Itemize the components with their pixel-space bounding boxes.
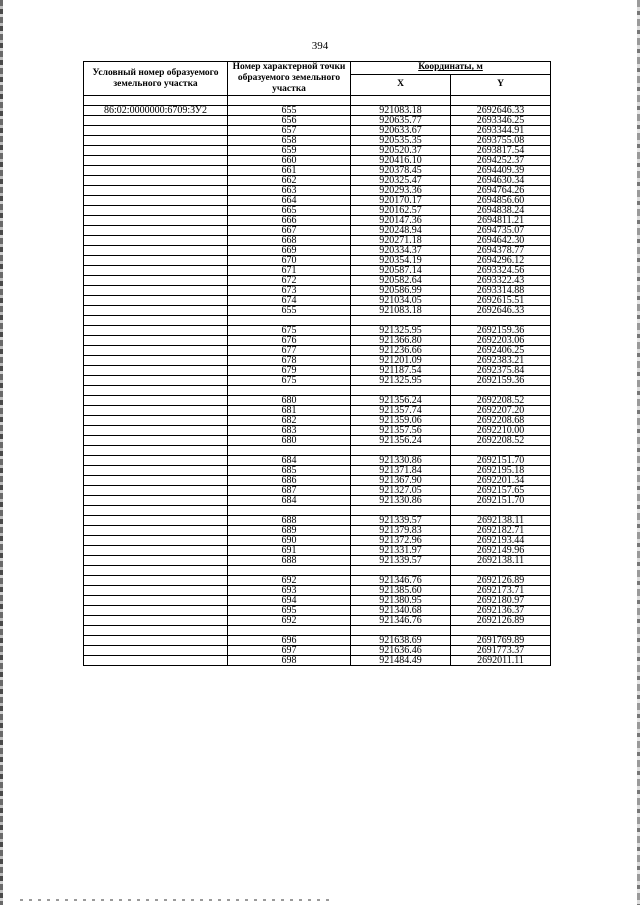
empty-cell — [84, 596, 228, 606]
table-row — [84, 556, 551, 566]
empty-cell — [84, 376, 228, 386]
empty-cell — [84, 536, 228, 546]
point-number: 678 — [228, 356, 351, 366]
coordinate-y: 2693817.54 — [451, 146, 551, 156]
coordinate-y: 2692126.89 — [451, 576, 551, 586]
empty-cell — [84, 346, 228, 356]
coordinate-x: 921346.76 — [351, 616, 451, 626]
table-row — [84, 266, 551, 276]
coordinate-x: 920354.19 — [351, 256, 451, 266]
coordinate-y: 2692207.20 — [451, 406, 551, 416]
empty-cell — [84, 96, 228, 106]
table-row — [84, 436, 551, 446]
coordinate-x: 920586.99 — [351, 286, 451, 296]
coordinate-x: 921083.18 — [351, 106, 451, 116]
table-row — [84, 226, 551, 236]
empty-cell — [84, 586, 228, 596]
separator-row — [84, 566, 551, 576]
point-number: 691 — [228, 546, 351, 556]
empty-cell — [84, 636, 228, 646]
point-number: 679 — [228, 366, 351, 376]
empty-cell — [84, 246, 228, 256]
coordinate-x: 920633.67 — [351, 126, 451, 136]
empty-cell — [84, 456, 228, 466]
empty-cell — [84, 476, 228, 486]
separator-row — [84, 96, 551, 106]
coordinate-y: 2692182.71 — [451, 526, 551, 536]
page-number: 394 — [311, 40, 329, 52]
point-number: 668 — [228, 236, 351, 246]
point-number: 666 — [228, 216, 351, 226]
empty-cell — [84, 286, 228, 296]
empty-cell — [351, 386, 451, 396]
point-number: 657 — [228, 126, 351, 136]
table-row — [84, 396, 551, 406]
empty-cell — [351, 446, 451, 456]
table-row — [84, 536, 551, 546]
table-row — [84, 186, 551, 196]
empty-cell — [451, 626, 551, 636]
table-row — [84, 246, 551, 256]
coordinates-table — [83, 61, 551, 666]
table-row — [84, 336, 551, 346]
empty-cell — [84, 366, 228, 376]
empty-cell — [228, 386, 351, 396]
point-number: 675 — [228, 326, 351, 336]
table-row — [84, 376, 551, 386]
coordinate-x: 921034.05 — [351, 296, 451, 306]
coordinate-x: 921340.68 — [351, 606, 451, 616]
point-number: 671 — [228, 266, 351, 276]
coordinate-y: 2694378.77 — [451, 246, 551, 256]
table-row — [84, 486, 551, 496]
coordinate-x: 920162.57 — [351, 206, 451, 216]
empty-cell — [451, 386, 551, 396]
point-number: 669 — [228, 246, 351, 256]
coordinate-y: 2694735.07 — [451, 226, 551, 236]
point-number: 688 — [228, 516, 351, 526]
table-row — [84, 406, 551, 416]
coordinate-x: 921367.90 — [351, 476, 451, 486]
point-number: 675 — [228, 376, 351, 386]
table-row — [84, 306, 551, 316]
coordinate-x: 921187.54 — [351, 366, 451, 376]
coordinate-y: 2692375.84 — [451, 366, 551, 376]
point-number: 684 — [228, 456, 351, 466]
header-x: X — [351, 74, 451, 95]
table-row — [84, 456, 551, 466]
table-row — [84, 576, 551, 586]
empty-cell — [84, 486, 228, 496]
coordinate-x: 920587.14 — [351, 266, 451, 276]
table-row — [84, 366, 551, 376]
table-row — [84, 326, 551, 336]
coordinate-y: 2692195.18 — [451, 466, 551, 476]
point-number: 676 — [228, 336, 351, 346]
point-number: 683 — [228, 426, 351, 436]
table-row — [84, 236, 551, 246]
empty-cell — [84, 386, 228, 396]
empty-cell — [84, 576, 228, 586]
coordinate-y: 2692193.44 — [451, 536, 551, 546]
empty-cell — [84, 566, 228, 576]
coordinate-y: 2694642.30 — [451, 236, 551, 246]
coordinate-x: 920147.36 — [351, 216, 451, 226]
empty-cell — [84, 556, 228, 566]
coordinate-y: 2692201.34 — [451, 476, 551, 486]
empty-cell — [84, 516, 228, 526]
coordinate-y: 2692646.33 — [451, 106, 551, 116]
coordinate-x: 921359.06 — [351, 416, 451, 426]
empty-cell — [451, 566, 551, 576]
empty-cell — [84, 136, 228, 146]
coordinate-x: 921356.24 — [351, 436, 451, 446]
empty-cell — [84, 496, 228, 506]
empty-cell — [351, 96, 451, 106]
empty-cell — [84, 156, 228, 166]
coordinate-x: 921484.49 — [351, 656, 451, 666]
point-number: 673 — [228, 286, 351, 296]
coordinate-y: 2692208.52 — [451, 396, 551, 406]
table-row — [84, 426, 551, 436]
coordinate-x: 921379.83 — [351, 526, 451, 536]
table-row — [84, 346, 551, 356]
coordinate-x: 920635.77 — [351, 116, 451, 126]
point-number: 692 — [228, 616, 351, 626]
empty-cell — [228, 626, 351, 636]
table-row — [84, 296, 551, 306]
separator-row — [84, 446, 551, 456]
point-number: 661 — [228, 166, 351, 176]
point-number: 693 — [228, 586, 351, 596]
coordinate-y: 2692136.37 — [451, 606, 551, 616]
separator-row — [84, 626, 551, 636]
coordinate-x: 921372.96 — [351, 536, 451, 546]
coordinate-y: 2694296.12 — [451, 256, 551, 266]
empty-cell — [84, 206, 228, 216]
coordinate-x: 921236.66 — [351, 346, 451, 356]
point-number: 698 — [228, 656, 351, 666]
coordinate-y: 2693322.43 — [451, 276, 551, 286]
point-number: 689 — [228, 526, 351, 536]
empty-cell — [351, 566, 451, 576]
coordinate-x: 921339.57 — [351, 556, 451, 566]
coordinate-x: 920378.45 — [351, 166, 451, 176]
empty-cell — [84, 606, 228, 616]
point-number: 697 — [228, 646, 351, 656]
coordinate-x: 921331.97 — [351, 546, 451, 556]
coordinate-y: 2693346.25 — [451, 116, 551, 126]
parcel-id: 86:02:0000000:6709:ЗУ2 — [84, 106, 228, 116]
point-number: 655 — [228, 106, 351, 116]
point-number: 690 — [228, 536, 351, 546]
empty-cell — [228, 316, 351, 326]
point-number: 677 — [228, 346, 351, 356]
coordinate-y: 2693344.91 — [451, 126, 551, 136]
coordinate-y: 2694811.21 — [451, 216, 551, 226]
header-point: Номер характерной точки образуемого земельного участка — [228, 62, 351, 96]
separator-row — [84, 506, 551, 516]
coordinate-y: 2692406.25 — [451, 346, 551, 356]
table-row — [84, 636, 551, 646]
table-row — [84, 156, 551, 166]
coordinate-y: 2692011.11 — [451, 656, 551, 666]
empty-cell — [84, 326, 228, 336]
coordinate-x: 920334.37 — [351, 246, 451, 256]
coordinate-y: 2692646.33 — [451, 306, 551, 316]
header-y: Y — [451, 74, 551, 95]
table-row — [84, 216, 551, 226]
coordinate-x: 920416.10 — [351, 156, 451, 166]
empty-cell — [84, 356, 228, 366]
empty-cell — [84, 256, 228, 266]
table-row — [84, 656, 551, 666]
table-row — [84, 276, 551, 286]
point-number: 674 — [228, 296, 351, 306]
empty-cell — [451, 316, 551, 326]
table-row — [84, 596, 551, 606]
point-number: 660 — [228, 156, 351, 166]
coordinate-y: 2693755.08 — [451, 136, 551, 146]
coordinate-x: 921636.46 — [351, 646, 451, 656]
empty-cell — [84, 146, 228, 156]
empty-cell — [84, 316, 228, 326]
empty-cell — [84, 426, 228, 436]
empty-cell — [84, 406, 228, 416]
coordinate-x: 921346.76 — [351, 576, 451, 586]
point-number: 667 — [228, 226, 351, 236]
table-row — [84, 126, 551, 136]
empty-cell — [84, 396, 228, 406]
separator-row — [84, 386, 551, 396]
coordinate-y: 2692149.96 — [451, 546, 551, 556]
coordinate-y: 2694409.39 — [451, 166, 551, 176]
coordinate-y: 2692173.71 — [451, 586, 551, 596]
empty-cell — [84, 116, 228, 126]
table-row — [84, 466, 551, 476]
table-row — [84, 166, 551, 176]
coordinate-y: 2692151.70 — [451, 456, 551, 466]
point-number: 694 — [228, 596, 351, 606]
empty-cell — [451, 506, 551, 516]
point-number: 656 — [228, 116, 351, 126]
table-row — [84, 116, 551, 126]
coordinate-y: 2692180.97 — [451, 596, 551, 606]
empty-cell — [228, 96, 351, 106]
table-row — [84, 646, 551, 656]
point-number: 685 — [228, 466, 351, 476]
empty-cell — [228, 506, 351, 516]
coordinate-x: 920520.37 — [351, 146, 451, 156]
empty-cell — [84, 296, 228, 306]
coordinate-y: 2692210.00 — [451, 426, 551, 436]
coordinate-y: 2692383.21 — [451, 356, 551, 366]
empty-cell — [84, 466, 228, 476]
coordinate-x: 921357.74 — [351, 406, 451, 416]
empty-cell — [228, 446, 351, 456]
point-number: 692 — [228, 576, 351, 586]
table-row — [84, 176, 551, 186]
coordinate-x: 920271.18 — [351, 236, 451, 246]
empty-cell — [84, 336, 228, 346]
scan-edge-bottom — [20, 899, 330, 901]
coordinate-x: 920293.36 — [351, 186, 451, 196]
coordinate-y: 2692208.52 — [451, 436, 551, 446]
empty-cell — [351, 506, 451, 516]
empty-cell — [84, 646, 228, 656]
coordinate-y: 2692203.06 — [451, 336, 551, 346]
empty-cell — [84, 266, 228, 276]
coordinate-y: 2693314.88 — [451, 286, 551, 296]
coordinate-x: 921371.84 — [351, 466, 451, 476]
coordinate-y: 2694764.26 — [451, 186, 551, 196]
empty-cell — [84, 186, 228, 196]
empty-cell — [84, 126, 228, 136]
point-number: 686 — [228, 476, 351, 486]
point-number: 658 — [228, 136, 351, 146]
coordinate-y: 2691773.37 — [451, 646, 551, 656]
empty-cell — [84, 446, 228, 456]
coordinate-y: 2692151.70 — [451, 496, 551, 506]
coordinate-x: 921330.86 — [351, 456, 451, 466]
coordinate-x: 920248.94 — [351, 226, 451, 236]
empty-cell — [84, 276, 228, 286]
table-row — [84, 476, 551, 486]
empty-cell — [84, 306, 228, 316]
coordinate-x: 921357.56 — [351, 426, 451, 436]
scan-edge-left — [0, 0, 3, 905]
empty-cell — [84, 616, 228, 626]
point-number: 680 — [228, 396, 351, 406]
empty-cell — [84, 526, 228, 536]
point-number: 680 — [228, 436, 351, 446]
empty-cell — [84, 176, 228, 186]
empty-cell — [84, 416, 228, 426]
coordinate-y: 2691769.89 — [451, 636, 551, 646]
coordinate-x: 921201.09 — [351, 356, 451, 366]
header-coordinates: Координаты, м — [351, 62, 551, 75]
table-row — [84, 606, 551, 616]
point-number: 682 — [228, 416, 351, 426]
empty-cell — [451, 446, 551, 456]
coordinate-y: 2692157.65 — [451, 486, 551, 496]
table-row — [84, 146, 551, 156]
empty-cell — [351, 316, 451, 326]
point-number: 684 — [228, 496, 351, 506]
coordinate-x: 921327.05 — [351, 486, 451, 496]
empty-cell — [84, 656, 228, 666]
coordinate-y: 2692208.68 — [451, 416, 551, 426]
coordinate-y: 2692126.89 — [451, 616, 551, 626]
empty-cell — [84, 166, 228, 176]
coordinate-y: 2692159.36 — [451, 326, 551, 336]
coordinate-x: 921366.80 — [351, 336, 451, 346]
table-row — [84, 356, 551, 366]
empty-cell — [84, 546, 228, 556]
table-row — [84, 196, 551, 206]
table-row — [84, 256, 551, 266]
coordinate-y: 2694252.37 — [451, 156, 551, 166]
coordinate-x: 921325.95 — [351, 376, 451, 386]
table-row — [84, 286, 551, 296]
point-number: 695 — [228, 606, 351, 616]
empty-cell — [84, 506, 228, 516]
empty-cell — [228, 566, 351, 576]
coordinate-x: 921325.95 — [351, 326, 451, 336]
coordinate-x: 920325.47 — [351, 176, 451, 186]
coordinate-x: 920582.64 — [351, 276, 451, 286]
coordinate-y: 2694856.60 — [451, 196, 551, 206]
coordinate-x: 920170.17 — [351, 196, 451, 206]
empty-cell — [451, 96, 551, 106]
table-row — [84, 526, 551, 536]
coordinate-y: 2692138.11 — [451, 556, 551, 566]
point-number: 688 — [228, 556, 351, 566]
table-row — [84, 136, 551, 146]
empty-cell — [84, 626, 228, 636]
table-row — [84, 106, 551, 116]
empty-cell — [351, 626, 451, 636]
point-number: 664 — [228, 196, 351, 206]
empty-cell — [84, 436, 228, 446]
separator-row — [84, 316, 551, 326]
coordinate-x: 921083.18 — [351, 306, 451, 316]
point-number: 662 — [228, 176, 351, 186]
empty-cell — [84, 236, 228, 246]
table-row — [84, 586, 551, 596]
coordinate-x: 921356.24 — [351, 396, 451, 406]
coordinate-y: 2694630.34 — [451, 176, 551, 186]
coordinate-x: 921339.57 — [351, 516, 451, 526]
table-row — [84, 516, 551, 526]
coordinate-x: 921330.86 — [351, 496, 451, 506]
coordinate-x: 921638.69 — [351, 636, 451, 646]
point-number: 696 — [228, 636, 351, 646]
header-parcel: Условный номер образуемого земельного участка — [84, 62, 228, 96]
empty-cell — [84, 226, 228, 236]
point-number: 663 — [228, 186, 351, 196]
coordinate-y: 2693324.56 — [451, 266, 551, 276]
table-body — [84, 96, 551, 666]
empty-cell — [84, 216, 228, 226]
point-number: 670 — [228, 256, 351, 266]
coordinate-x: 921380.95 — [351, 596, 451, 606]
point-number: 655 — [228, 306, 351, 316]
table-row — [84, 616, 551, 626]
point-number: 681 — [228, 406, 351, 416]
coordinate-y: 2692159.36 — [451, 376, 551, 386]
coordinate-x: 921385.60 — [351, 586, 451, 596]
point-number: 665 — [228, 206, 351, 216]
table-row — [84, 416, 551, 426]
table-row — [84, 496, 551, 506]
coordinate-x: 920535.35 — [351, 136, 451, 146]
point-number: 687 — [228, 486, 351, 496]
table-row — [84, 546, 551, 556]
empty-cell — [84, 196, 228, 206]
point-number: 672 — [228, 276, 351, 286]
coordinate-y: 2692138.11 — [451, 516, 551, 526]
table-row — [84, 206, 551, 216]
coordinate-y: 2694838.24 — [451, 206, 551, 216]
coordinate-y: 2692615.51 — [451, 296, 551, 306]
point-number: 659 — [228, 146, 351, 156]
